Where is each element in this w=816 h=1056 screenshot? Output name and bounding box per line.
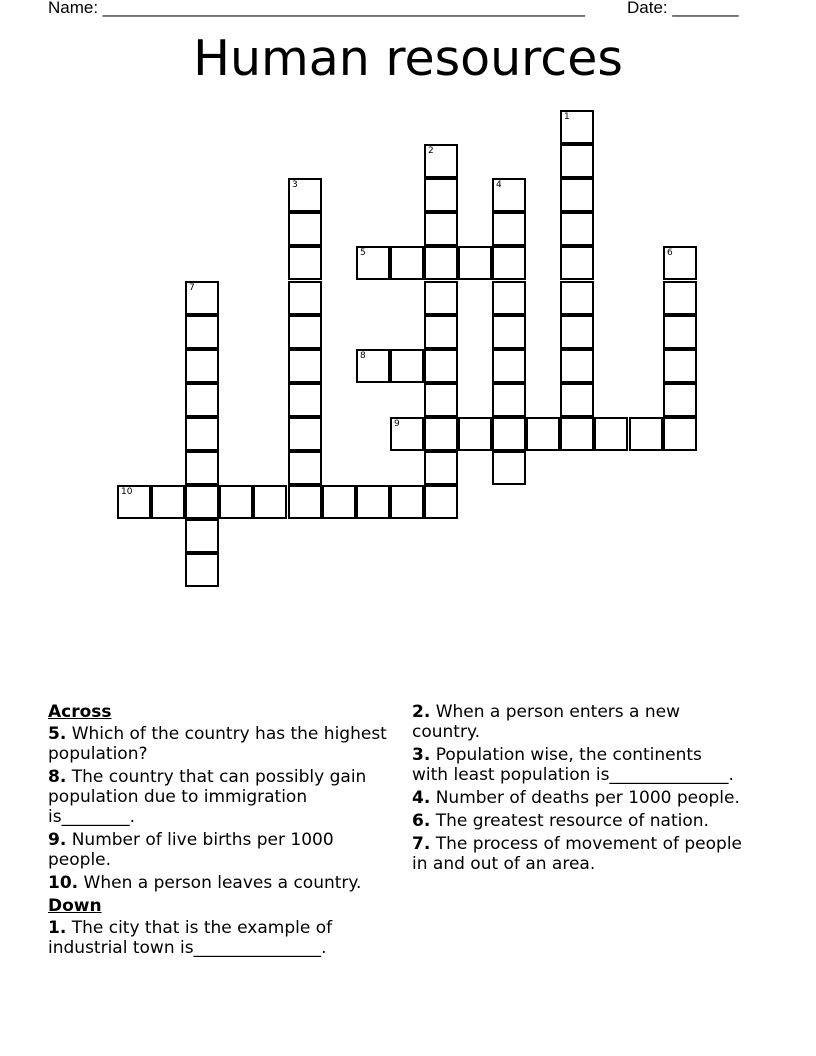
clue-number: 8. [48, 767, 67, 787]
clue-number-label: 3 [292, 180, 298, 190]
crossword-cell[interactable] [492, 281, 526, 315]
crossword-cell[interactable] [424, 212, 458, 246]
crossword-cell[interactable] [288, 417, 322, 451]
clue-number-label: 9 [394, 419, 400, 429]
crossword-cell[interactable] [458, 417, 492, 451]
crossword-cell[interactable] [424, 315, 458, 349]
clue-text: When a person leaves a country. [83, 873, 362, 893]
crossword-cell[interactable] [492, 451, 526, 485]
clue-number: 7. [412, 834, 431, 854]
across-heading: Across [48, 702, 112, 722]
down-heading: Down [48, 896, 102, 916]
crossword-cell[interactable] [663, 383, 697, 417]
crossword-cell[interactable] [117, 485, 151, 519]
crossword-cell[interactable] [492, 315, 526, 349]
crossword-cell[interactable] [560, 178, 594, 212]
crossword-cell[interactable] [629, 417, 663, 451]
crossword-cell[interactable] [663, 417, 697, 451]
crossword-cell[interactable] [663, 281, 697, 315]
crossword-cell[interactable] [185, 519, 219, 553]
clue-number-label: 1 [564, 112, 570, 122]
clue-number: 6. [412, 811, 431, 831]
crossword-cell[interactable] [424, 349, 458, 383]
clue-down-6 [412, 811, 742, 831]
clue-down-1 [48, 918, 393, 958]
crossword-cell[interactable] [424, 144, 458, 178]
clue-text: Number of live births per 1000 people. [48, 830, 334, 870]
clue-number-label: 4 [496, 180, 502, 190]
clue-across-5 [48, 724, 393, 764]
crossword-cell[interactable] [526, 417, 560, 451]
crossword-cell[interactable] [424, 451, 458, 485]
crossword-cell[interactable] [151, 485, 185, 519]
crossword-cell[interactable] [560, 315, 594, 349]
clue-down-3 [412, 745, 742, 785]
crossword-cell[interactable] [390, 417, 424, 451]
clue-number-label: 2 [428, 146, 434, 156]
crossword-cell[interactable] [390, 485, 424, 519]
clue-number: 1. [48, 918, 67, 938]
crossword-cell[interactable] [424, 383, 458, 417]
crossword-cell[interactable] [663, 246, 697, 280]
page-title: Human resources [193, 30, 623, 87]
crossword-cell[interactable] [560, 383, 594, 417]
clue-across-10 [48, 873, 393, 893]
crossword-cell[interactable] [594, 417, 628, 451]
crossword-cell[interactable] [560, 212, 594, 246]
crossword-cell[interactable] [560, 281, 594, 315]
clue-number-label: 10 [121, 487, 133, 497]
crossword-cell[interactable] [288, 178, 322, 212]
clue-number: 3. [412, 745, 431, 765]
crossword-cell[interactable] [492, 417, 526, 451]
crossword-cell[interactable] [185, 553, 219, 587]
crossword-cell[interactable] [288, 246, 322, 280]
crossword-cell[interactable] [322, 485, 356, 519]
crossword-cell[interactable] [390, 349, 424, 383]
clue-text: The greatest resource of nation. [435, 811, 709, 831]
crossword-cell[interactable] [219, 485, 253, 519]
crossword-cell[interactable] [185, 315, 219, 349]
clue-number: 4. [412, 788, 431, 808]
crossword-cell[interactable] [560, 349, 594, 383]
clue-across-9 [48, 830, 393, 870]
crossword-cell[interactable] [288, 281, 322, 315]
crossword-cell[interactable] [185, 451, 219, 485]
crossword-cell[interactable] [185, 417, 219, 451]
name-field-label: Name: ___________________________________________________ [48, 0, 585, 17]
crossword-cell[interactable] [424, 178, 458, 212]
crossword-cell[interactable] [253, 485, 287, 519]
crossword-cell[interactable] [288, 383, 322, 417]
clue-down-7 [412, 834, 742, 874]
crossword-cell[interactable] [356, 246, 390, 280]
clue-text: The country that can possibly gain population due to immigration is________. [48, 767, 367, 827]
crossword-cell[interactable] [492, 178, 526, 212]
clue-number: 9. [48, 830, 67, 850]
clues-right-column [412, 702, 742, 877]
crossword-cell[interactable] [424, 417, 458, 451]
clue-number: 5. [48, 724, 67, 744]
crossword-cell[interactable] [288, 315, 322, 349]
crossword-cell[interactable] [288, 349, 322, 383]
clue-number-label: 7 [189, 283, 195, 293]
crossword-cell[interactable] [185, 383, 219, 417]
clue-number: 2. [412, 702, 431, 722]
crossword-cell[interactable] [492, 383, 526, 417]
clue-number: 10. [48, 873, 79, 893]
crossword-cell[interactable] [356, 349, 390, 383]
crossword-cell[interactable] [560, 246, 594, 280]
crossword-cell[interactable] [288, 451, 322, 485]
clue-across-8 [48, 767, 393, 827]
crossword-cell[interactable] [185, 349, 219, 383]
crossword-cell[interactable] [492, 349, 526, 383]
crossword-cell[interactable] [560, 144, 594, 178]
clue-text: Which of the country has the highest population? [48, 724, 387, 764]
crossword-cell[interactable] [185, 485, 219, 519]
crossword-cell[interactable] [288, 212, 322, 246]
clue-text: When a person enters a new country. [412, 702, 680, 742]
crossword-cell[interactable] [288, 485, 322, 519]
crossword-cell[interactable] [458, 246, 492, 280]
date-field-label: Date: _______ [627, 0, 739, 17]
crossword-cell[interactable] [492, 212, 526, 246]
crossword-cell[interactable] [560, 110, 594, 144]
crossword-cell[interactable] [560, 417, 594, 451]
clue-text: Population wise, the continents with least population is______________. [412, 745, 734, 785]
clue-down-4 [412, 788, 742, 808]
clue-number-label: 5 [360, 248, 366, 258]
crossword-cell[interactable] [663, 349, 697, 383]
crossword-cell[interactable] [492, 246, 526, 280]
crossword-cell[interactable] [424, 485, 458, 519]
clue-text: Number of deaths per 1000 people. [435, 788, 740, 808]
clue-number-label: 6 [667, 248, 673, 258]
clue-down-2 [412, 702, 742, 742]
clue-text: The city that is the example of industrial town is_______________. [48, 918, 333, 958]
crossword-cell[interactable] [663, 315, 697, 349]
crossword-cell[interactable] [356, 485, 390, 519]
clues-left-column [48, 702, 393, 961]
crossword-cell[interactable] [185, 281, 219, 315]
clue-number-label: 8 [360, 351, 366, 361]
clue-text: The process of movement of people in and out of an area. [412, 834, 743, 874]
crossword-cell[interactable] [424, 281, 458, 315]
crossword-cell[interactable] [424, 246, 458, 280]
crossword-cell[interactable] [390, 246, 424, 280]
